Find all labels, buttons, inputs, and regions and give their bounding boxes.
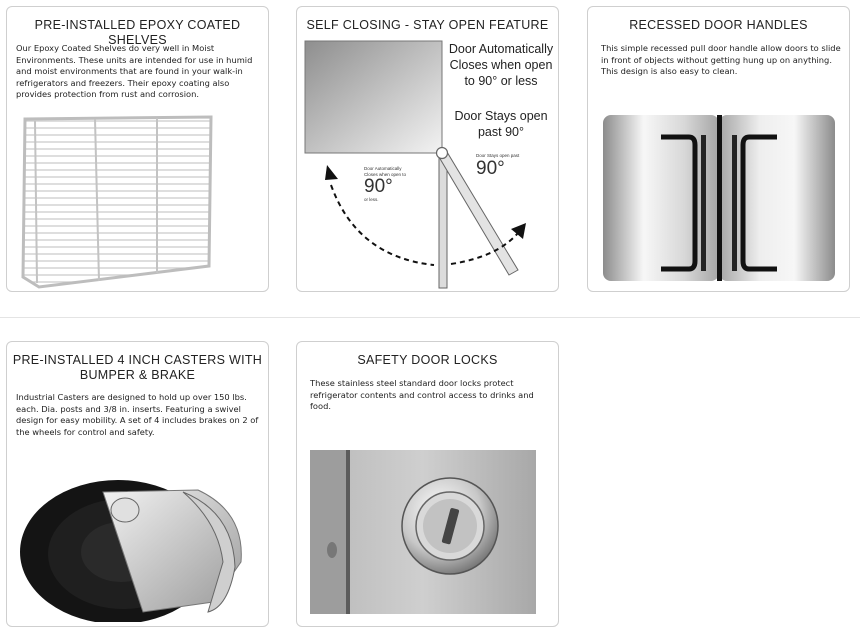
card-recessed-handles [587,6,850,292]
card-description: Industrial Casters are designed to hold up over 150 lbs. each. Dia. posts and 3/8 in. inserts. Featuring a swivel design for easy mobility. A set of 4 includes brakes on 2 of the wheels for control and safety. [16,392,259,437]
callout-line: Door Automatically [364,166,402,171]
card-epoxy-shelves [6,6,269,292]
card-title: RECESSED DOOR HANDLES [629,18,808,32]
door-lock-image [310,450,536,614]
card-title: SELF CLOSING - STAY OPEN FEATURE [306,18,549,32]
closes-label: Door Automatically Closes when open to 90° or less [448,42,554,88]
row-divider [0,317,860,318]
card-description: This simple recessed pull door handle allow doors to slide in front of objects without getting hung up on anything. This design is also easy to clean. [601,43,841,77]
card-title: PRE-INSTALLED EPOXY COATED SHELVES [34,18,241,47]
small-stays-callout [476,153,540,179]
caster-wheel-image [13,452,253,622]
callout-line: or less. [364,197,379,202]
stays-open-label: Door Stays open past 90° [454,109,548,139]
wire-shelf-image [15,111,215,291]
card-description: Our Epoxy Coated Shelves do very well in Moist Environments. These units are intended for use in humid and moist environments that are found in your walk-in refrigerators and freezers. Their epoxy coating also provides protection from rust and corrosion. [16,43,253,100]
callout-line: Door Stays open past [476,153,520,158]
card-title-line1: PRE-INSTALLED 4 INCH CASTERS WITH [12,353,263,367]
small-closes-callout [364,166,424,203]
card-door-locks [296,341,559,627]
callout-degrees: 90° [476,157,505,179]
callout-line: Closes when open to [364,171,407,177]
callout-degrees: 90° [364,176,393,197]
card-title-line2: BUMPER & BRAKE [79,368,196,382]
card-casters [6,341,269,627]
card-title: SAFETY DOOR LOCKS [357,353,498,367]
card-self-closing [296,6,559,292]
door-handles-image [603,115,835,281]
card-description: These stainless steel standard door locks protect refrigerator contents and control access to drinks and food. [310,378,534,412]
